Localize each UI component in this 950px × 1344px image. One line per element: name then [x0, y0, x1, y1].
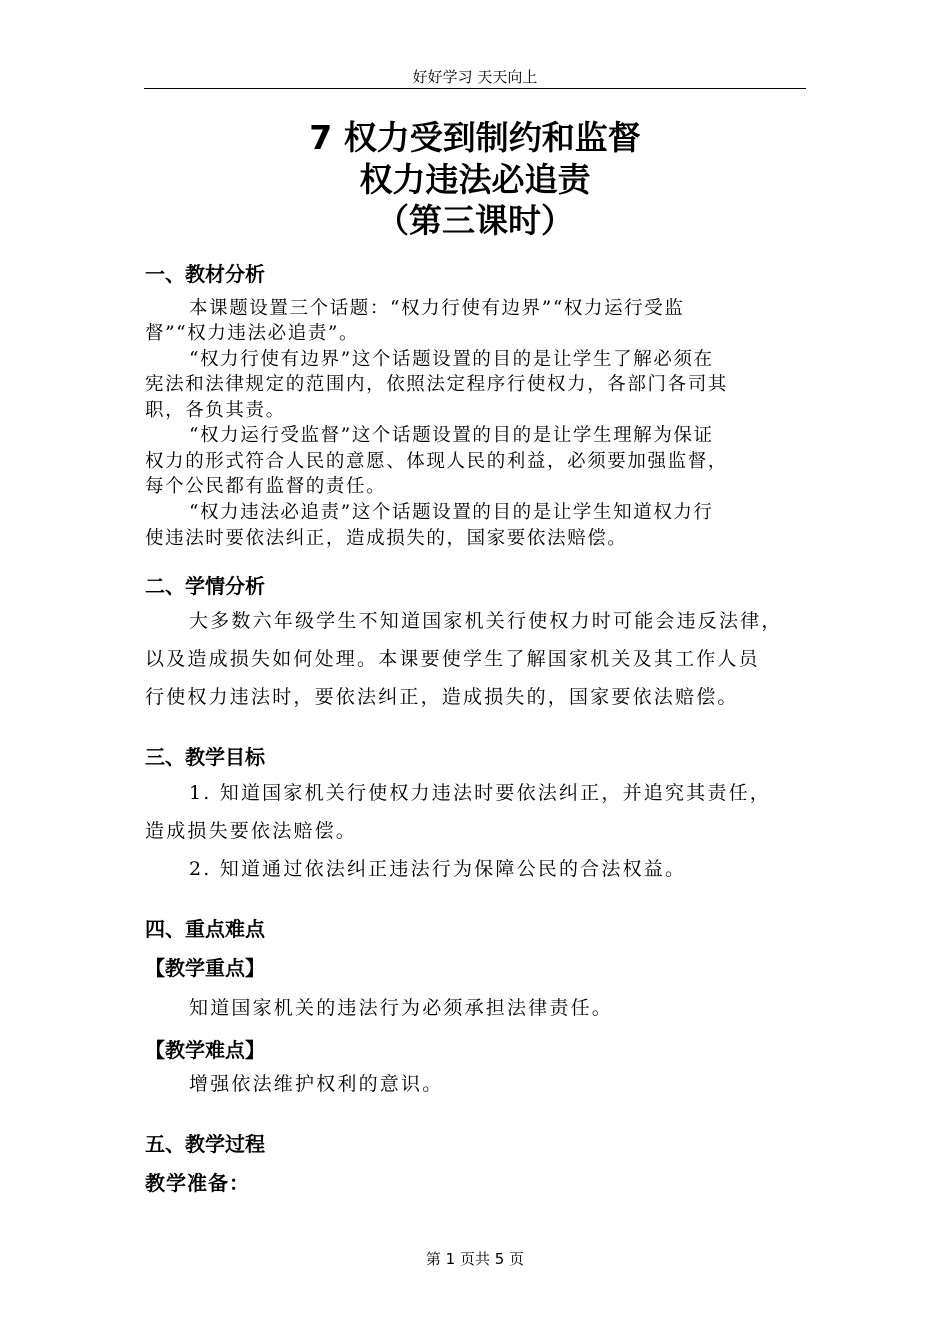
- objective-line: 1. 知道国家机关行使权力违法时要依法纠正，并追究其责任，: [189, 782, 771, 804]
- paragraph-line: 行使权力违法时，要依法纠正，造成损失的，国家要依法赔偿。: [145, 686, 739, 708]
- paragraph-line: “权力运行受监督”这个话题设置的目的是让学生理解为保证: [189, 425, 714, 446]
- objective-line: 2. 知道通过依法纠正违法行为保障公民的合法权益。: [189, 858, 687, 880]
- paragraph-line: 每个公民都有监督的责任。: [145, 476, 387, 497]
- paragraph-line: 宪法和法律规定的范围内，依照法定程序行使权力，各部门各司其: [145, 374, 728, 395]
- paragraph-line: 本课题设置三个话题：“权力行使有边界”“权力运行受监: [189, 298, 685, 319]
- title-line-2: 权力违法必追责: [359, 160, 591, 199]
- difficult-point-label: 【教学难点】: [145, 1038, 265, 1062]
- section-heading-teaching-objectives: 三、教学目标: [145, 745, 265, 769]
- section-heading-key-difficult-points: 四、重点难点: [145, 917, 265, 941]
- section-heading-textbook-analysis: 一、教材分析: [145, 262, 265, 286]
- title-line-3: （第三课时）: [376, 201, 574, 240]
- section-heading-teaching-process: 五、教学过程: [145, 1132, 265, 1156]
- header-rule: [144, 88, 806, 89]
- paragraph-line: 使违法时要依法纠正，造成损失的，国家要依法赔偿。: [145, 528, 628, 549]
- page-footer: 第 1 页共 5 页: [425, 1250, 525, 1268]
- paragraph-line: “权力行使有边界”这个话题设置的目的是让学生了解必须在: [189, 349, 714, 370]
- key-point-text: 知道国家机关的违法行为必须承担法律责任。: [189, 997, 614, 1019]
- paragraph-line: “权力违法必追责”这个话题设置的目的是让学生知道权力行: [189, 502, 714, 523]
- paragraph-line: 权力的形式符合人民的意愿、体现人民的利益，必须要加强监督，: [145, 451, 728, 472]
- paragraph-line: 大多数六年级学生不知道国家机关行使权力时可能会违反法律，: [189, 610, 783, 632]
- paragraph-line: 督”“权力违法必追责”。: [145, 323, 360, 344]
- paragraph-line: 职，各负其责。: [145, 400, 286, 421]
- section-heading-student-analysis: 二、学情分析: [145, 574, 265, 598]
- objective-line: 造成损失要依法赔偿。: [145, 820, 358, 842]
- difficult-point-text: 增强依法维护权利的意识。: [189, 1073, 444, 1095]
- paragraph-line: 以及造成损失如何处理。本课要使学生了解国家机关及其工作人员: [145, 648, 760, 670]
- page-header: 好好学习 天天向上: [412, 68, 538, 86]
- teaching-prep-label: 教学准备：: [145, 1171, 250, 1195]
- title-line-1: 7 权力受到制约和监督: [309, 118, 641, 157]
- key-point-label: 【教学重点】: [145, 956, 265, 980]
